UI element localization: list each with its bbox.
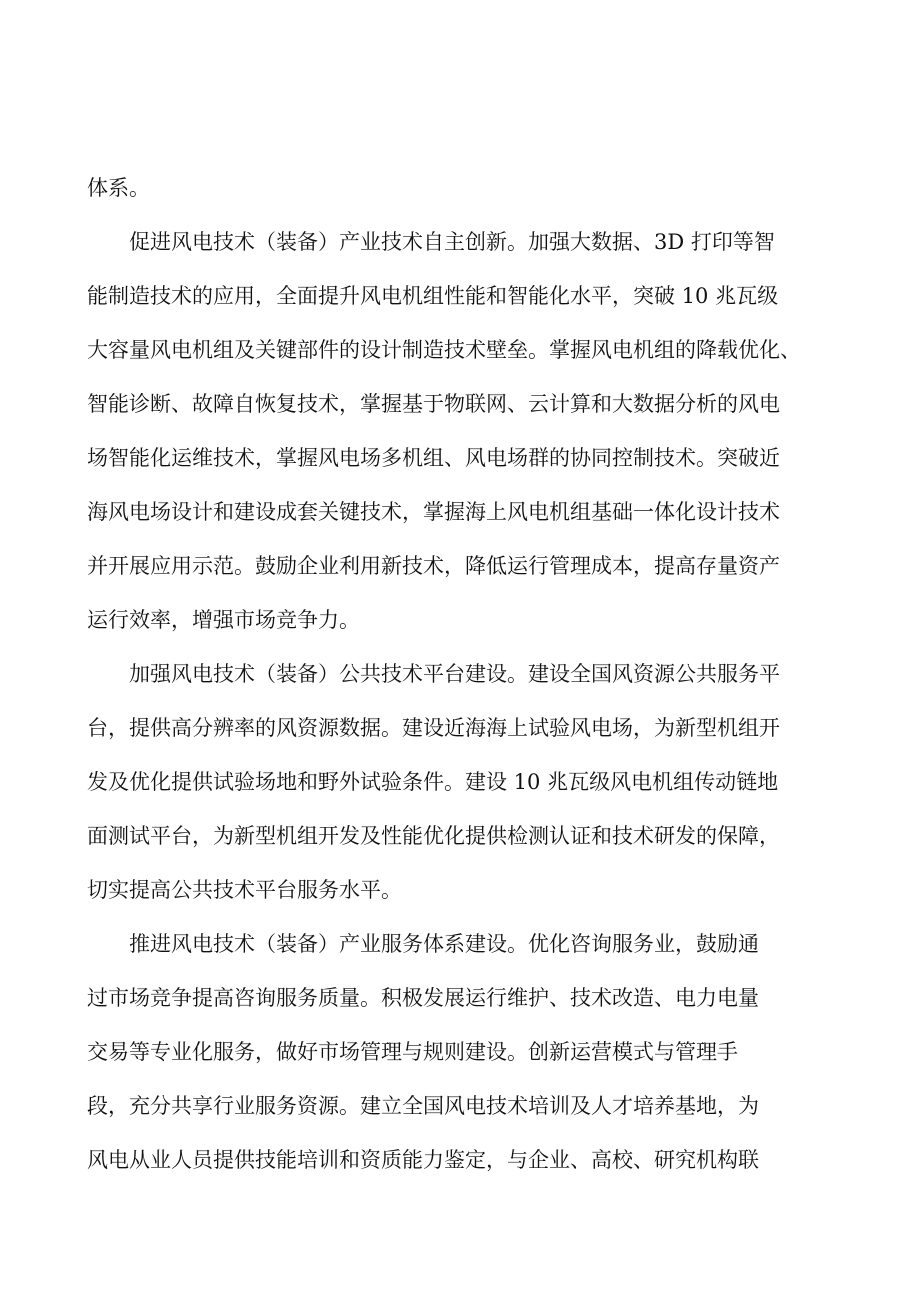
paragraph-4-line-3: 交易等专业化服务，做好市场管理与规则建设。创新运营模式与管理手 [87,1040,738,1064]
paragraph-2-line-8: 运行效率，增强市场竞争力。 [87,608,360,632]
paragraph-2-line-1: 促进风电技术（装备）产业技术自主创新。加强大数据、3D 打印等智 [129,230,775,254]
paragraph-3-line-1: 加强风电技术（装备）公共技术平台建设。建设全国风资源公共服务平 [129,662,780,686]
paragraph-2-line-7: 并开展应用示范。鼓励企业利用新技术，降低运行管理成本，提高存量资产 [87,554,780,578]
paragraph-2-line-5: 场智能化运维技术，掌握风电场多机组、风电场群的协同控制技术。突破近 [87,446,780,470]
paragraph-4-line-4: 段，充分共享行业服务资源。建立全国风电技术培训及人才培养基地，为 [87,1094,759,1118]
paragraph-3-line-3: 发及优化提供试验场地和野外试验条件。建设 10 兆瓦级风电机组传动链地 [87,770,779,794]
paragraph-2-line-2: 能制造技术的应用，全面提升风电机组性能和智能化水平，突破 10 兆瓦级 [87,284,779,308]
paragraph-4-line-2: 过市场竞争提高咨询服务质量。积极发展运行维护、技术改造、电力电量 [87,986,759,1010]
paragraph-4-line-5: 风电从业人员提供技能培训和资质能力鉴定，与企业、高校、研究机构联 [87,1148,759,1172]
paragraph-2-line-4: 智能诊断、故障自恢复技术，掌握基于物联网、云计算和大数据分析的风电 [87,392,780,416]
paragraph-3-line-4: 面测试平台，为新型机组开发及性能优化提供检测认证和技术研发的保障， [87,824,780,848]
paragraph-4-line-1: 推进风电技术（装备）产业服务体系建设。优化咨询服务业，鼓励通 [129,932,759,956]
paragraph-3-line-5: 切实提高公共技术平台服务水平。 [87,878,402,902]
paragraph-2-line-3: 大容量风电机组及关键部件的设计制造技术壁垒。掌握风电机组的降载优化、 [87,338,801,362]
paragraph-3-line-2: 台，提供高分辨率的风资源数据。建设近海海上试验风电场，为新型机组开 [87,716,780,740]
paragraph-1-line-1: 体系。 [87,176,150,200]
paragraph-2-line-6: 海风电场设计和建设成套关键技术，掌握海上风电机组基础一体化设计技术 [87,500,780,524]
